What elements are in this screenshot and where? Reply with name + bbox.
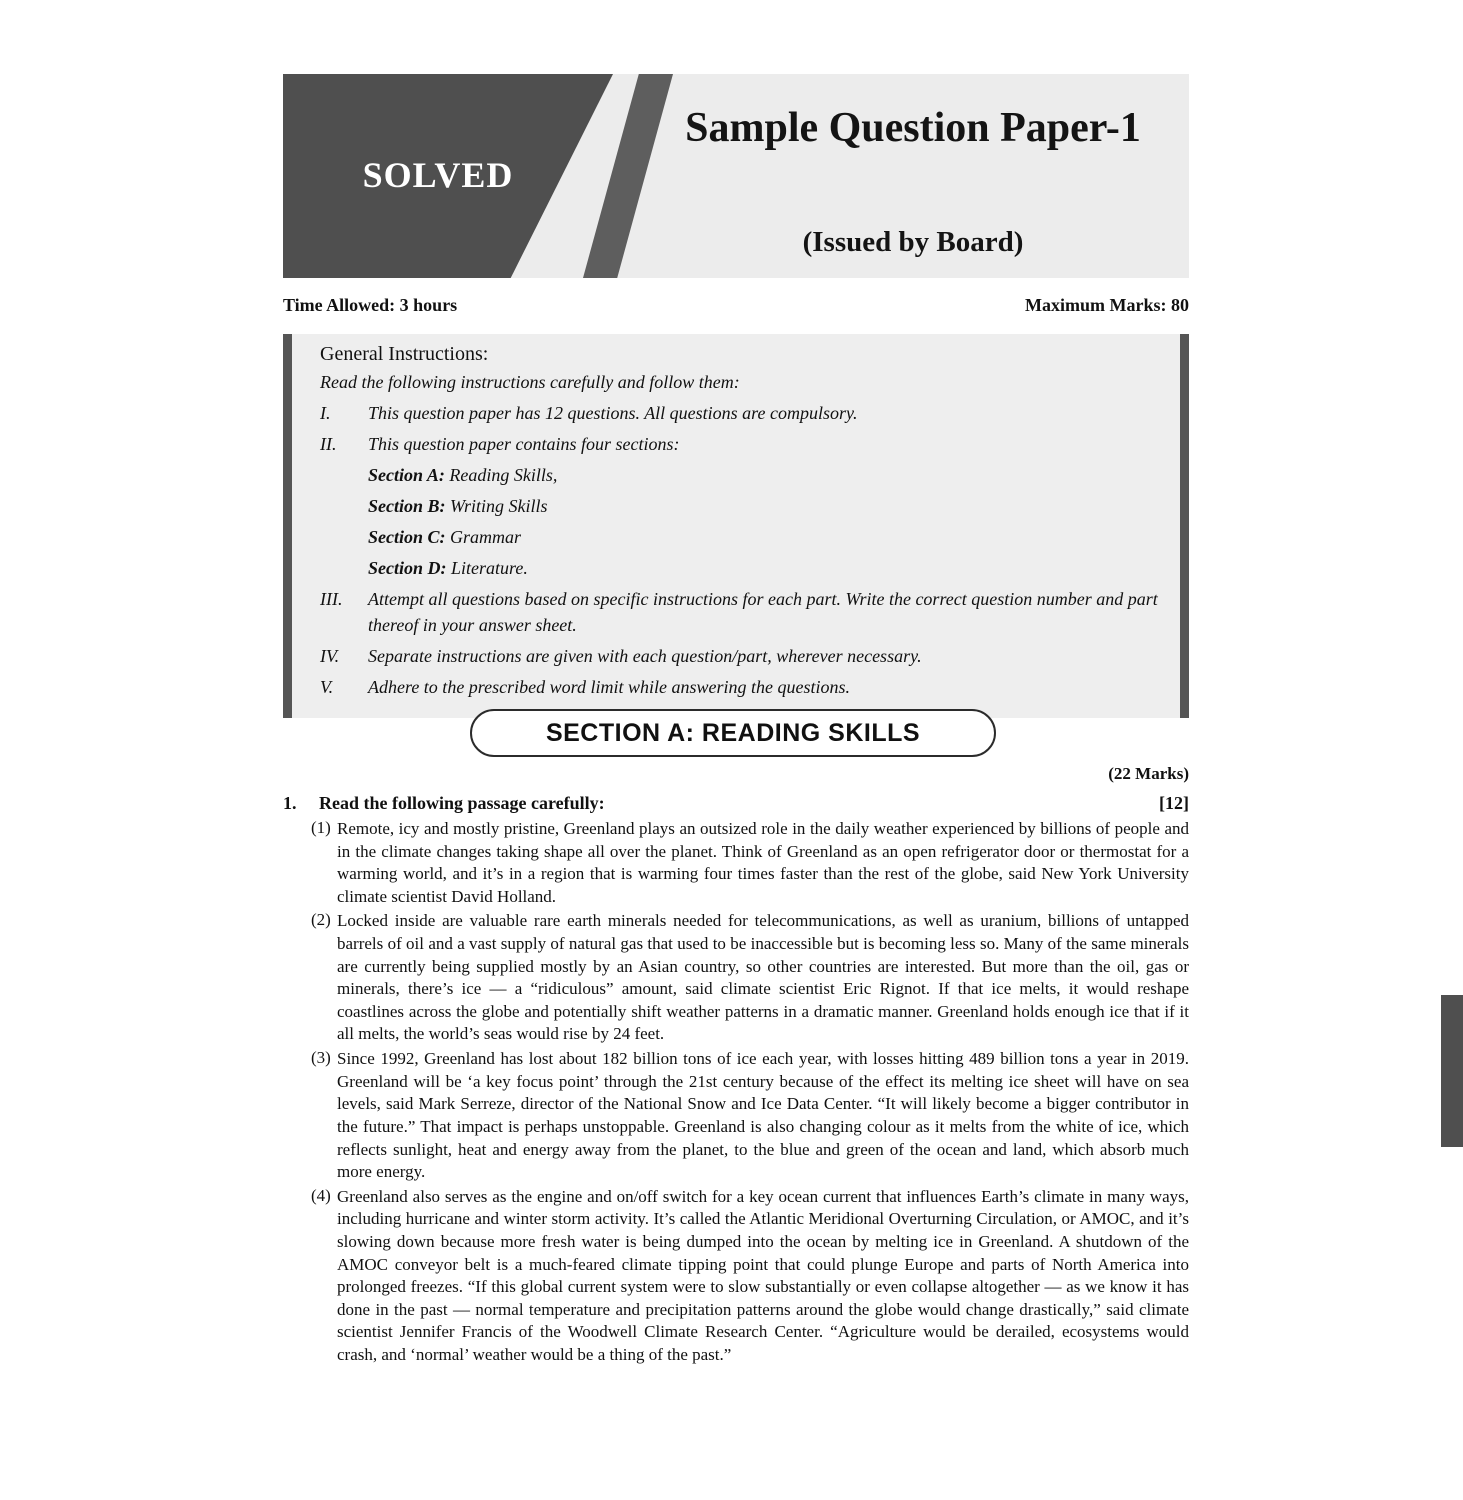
instruction-number: IV.	[320, 646, 340, 667]
question-marks: [12]	[1159, 793, 1189, 813]
section-b-value: Writing Skills	[445, 496, 548, 517]
paper-header-banner	[283, 74, 1189, 278]
instruction-text: Separate instructions are given with each question/part, wherever necessary.	[368, 646, 922, 667]
paragraph-text: Locked inside are valuable rare earth minerals needed for telecommunications, as well as uranium, billions of untapped barrels of oil and a vast supply of natural gas that used to be inaccessible but is becoming less so. Many of the same minerals are currently being supplied mostly by an Asian country, so other countries are interested. But more than the oil, gas or minerals, there’s ice — a “ridiculous” amount, said climate scientist Eric Rignot. If that ice melts, it would reshape coastlines across the globe and potentially shift weather patterns in a dramatic manner. Greenland holds enough ice that if it all melts, the world’s seas would rise by 24 feet.	[337, 911, 1189, 1044]
question-number: 1.	[283, 793, 297, 813]
passage-paragraph	[283, 818, 1189, 908]
section-c-value: Grammar	[445, 527, 522, 548]
instruction-number: I.	[320, 403, 331, 423]
paragraph-number: (1)	[311, 818, 331, 837]
instruction-item	[320, 586, 1164, 638]
page-edge-marker	[1441, 995, 1463, 1147]
instruction-number: II.	[320, 434, 337, 455]
instruction-item	[320, 400, 1164, 426]
instruction-text: This question paper has 12 questions. All questions are compulsory.	[368, 403, 858, 423]
paper-title: Sample Question Paper-1	[685, 105, 1141, 151]
instruction-item	[320, 674, 1164, 700]
section-a-marks: (22 Marks)	[1108, 764, 1189, 783]
section-listing-b	[368, 493, 1164, 520]
passage-paragraph	[283, 910, 1189, 1046]
instruction-item	[320, 643, 1164, 669]
instructions-lead: Read the following instructions carefully and follow them:	[320, 372, 740, 392]
maximum-marks: Maximum Marks: 80	[1025, 295, 1189, 315]
section-c-label: Section C:	[368, 527, 446, 548]
instruction-text: Attempt all questions based on specific instructions for each part. Write the correct question number and part thereof in your answer sheet.	[368, 589, 1158, 636]
instruction-text: This question paper contains four sections:	[368, 434, 680, 455]
section-d-value: Literature.	[446, 558, 528, 579]
section-b-label: Section B:	[368, 496, 446, 517]
exam-meta-row	[283, 295, 1189, 316]
paragraph-number: (4)	[311, 1185, 331, 1205]
paragraph-text: Greenland also serves as the engine and on/off switch for a key ocean current that influences Earth’s climate in many ways, including hurricane and winter storm activity. It’s called the Atlantic Meridional Overturning Circulation, or AMOC, and it’s slowing down because more fresh water is being dumped into the ocean by melting ice in Greenland. A shutdown of the AMOC conveyor belt is a much-feared climate tipping point that could plunge Europe and parts of North America into prolonged freezes. “If this global current system were to slow substantially or even collapse altogether — as we know it has done in the past — normal temperature and precipitation patterns around the globe would change drastically,” said climate scientist Jennifer Francis of the Woodwell Climate Research Center. “Agriculture would be derailed, ecosystems would crash, and ‘normal’ weather would be a thing of the past.”	[337, 1186, 1189, 1365]
question-text: Read the following passage carefully:	[319, 793, 605, 813]
paragraph-number: (2)	[311, 910, 331, 930]
paragraph-text: Since 1992, Greenland has lost about 182 billion tons of ice each year, with losses hitting 489 billion tons a year in 2019. Greenland will be ‘a key focus point’ through the 21st century because of the effect its melting ice sheet will have on sea levels, said Mark Serreze, director of the National Snow and Ice Data Center. “It will likely become a bigger contributor in the future.” That impact is perhaps unstoppable. Greenland is also changing colour as it melts from the white of ice, which reflects sunlight, heat and energy away from the planet, to the blue and green of the ocean and land, which absorb much more energy.	[337, 1049, 1189, 1182]
passage-paragraph	[283, 1048, 1189, 1184]
instruction-text: Adhere to the prescribed word limit while answering the questions.	[368, 677, 850, 698]
section-listing-d	[368, 555, 1164, 582]
instruction-number: III.	[320, 589, 343, 610]
instruction-item	[320, 431, 1164, 457]
question-1-header	[283, 793, 1189, 814]
paper-subtitle: (Issued by Board)	[802, 226, 1024, 258]
section-listing-a	[368, 462, 1164, 489]
paragraph-text: Remote, icy and mostly pristine, Greenland plays an outsized role in the daily weather experienced by billions of people and in the climate changes taking shape all over the planet. Think of Greenland as an open refrigerator door or thermostat for a warming world, and it’s in a region that is warming four times faster than the rest of the globe, said New York University climate scientist David Holland.	[337, 819, 1189, 906]
time-allowed: Time Allowed: 3 hours	[283, 295, 458, 315]
reading-passage	[283, 818, 1189, 1369]
section-a-heading: SECTION A: READING SKILLS	[470, 709, 996, 757]
passage-paragraph	[283, 1186, 1189, 1367]
instructions-heading: General Instructions:	[320, 343, 489, 365]
solved-label: SOLVED	[362, 155, 514, 195]
section-a-value: Reading Skills,	[444, 465, 558, 486]
section-listing-c	[368, 524, 1164, 551]
section-d-label: Section D:	[368, 558, 447, 579]
paragraph-number: (3)	[311, 1048, 331, 1068]
section-a-label: Section A:	[368, 465, 445, 486]
general-instructions-box	[283, 334, 1189, 718]
instruction-number: V.	[320, 677, 334, 698]
